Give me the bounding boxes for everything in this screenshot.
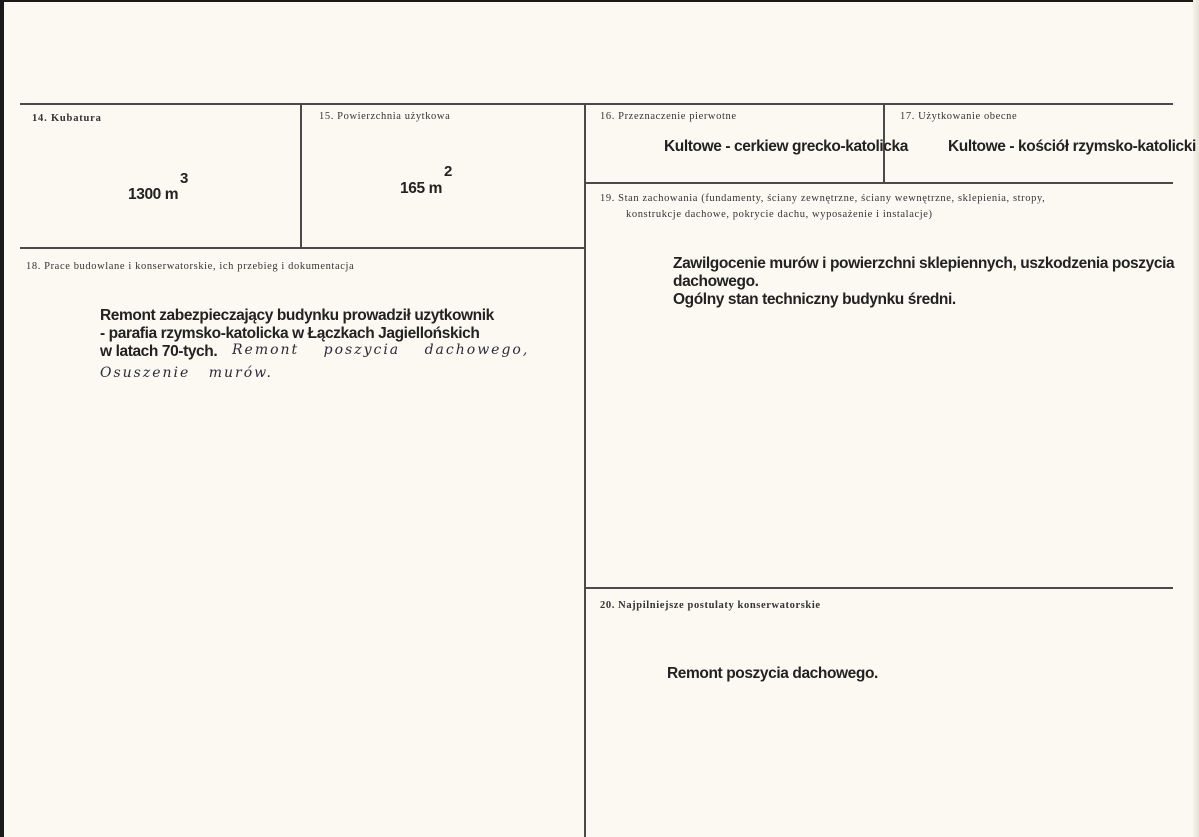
field-17-value: Kultowe - kościół rzymsko-katolicki [948, 138, 1196, 155]
field-18-line-2: - parafia rzymsko-katolicka w Łączkach Jagiellońskich [100, 325, 480, 342]
rule-20-top [585, 587, 1173, 589]
field-14-label: 14. Kubatura [32, 113, 102, 124]
rule-19-top [585, 182, 1173, 184]
field-19-line-3: Ogólny stan techniczny budynku średni. [673, 291, 956, 308]
divider-center [584, 103, 586, 837]
field-16-label: 16. Przeznaczenie pierwotne [600, 111, 737, 122]
field-19-label-line-2: konstrukcje dachowe, pokrycie dachu, wyposażenie i instalacje) [626, 209, 933, 220]
field-19-line-1: Zawilgocenie murów i powierzchni sklepiennych, uszkodzenia poszycia [673, 255, 1175, 272]
field-18-line-1: Remont zabezpieczający budynku prowadził uzytkownik [100, 307, 494, 324]
field-16-value: Kultowe - cerkiew grecko-katolicka [664, 138, 908, 155]
rule-top [20, 103, 1173, 105]
scan-edge-top [0, 0, 1199, 2]
field-20-label: 20. Najpilniejsze postulaty konserwatorskie [600, 600, 821, 611]
field-19-line-2: dachowego. [673, 273, 759, 290]
field-15-value: 165 m [400, 180, 442, 197]
field-20-value: Remont poszycia dachowego. [667, 665, 878, 682]
scan-edge-left [0, 0, 4, 837]
field-18-handwriting-2: Osuszenie murów. [100, 365, 273, 381]
field-19-label-line-1: 19. Stan zachowania (fundamenty, ściany zewnętrzne, ściany wewnętrzne, sklepienia, stropy, [600, 193, 1046, 204]
scan-edge-right [1193, 0, 1199, 837]
field-18-label: 18. Prace budowlane i konserwatorskie, ich przebieg i dokumentacja [26, 261, 355, 272]
field-18-handwriting-1: Remont poszycia dachowego, [232, 342, 530, 358]
field-17-label: 17. Użytkowanie obecne [900, 111, 1018, 122]
field-14-value: 1300 m [128, 186, 179, 203]
divider-14-15 [300, 103, 302, 249]
field-15-exponent: 2 [444, 163, 453, 180]
rule-18-top [20, 247, 586, 249]
field-15-label: 15. Powierzchnia użytkowa [319, 111, 451, 122]
field-14-exponent: 3 [180, 170, 189, 187]
field-18-line-3: w latach 70-tych. [100, 343, 218, 360]
